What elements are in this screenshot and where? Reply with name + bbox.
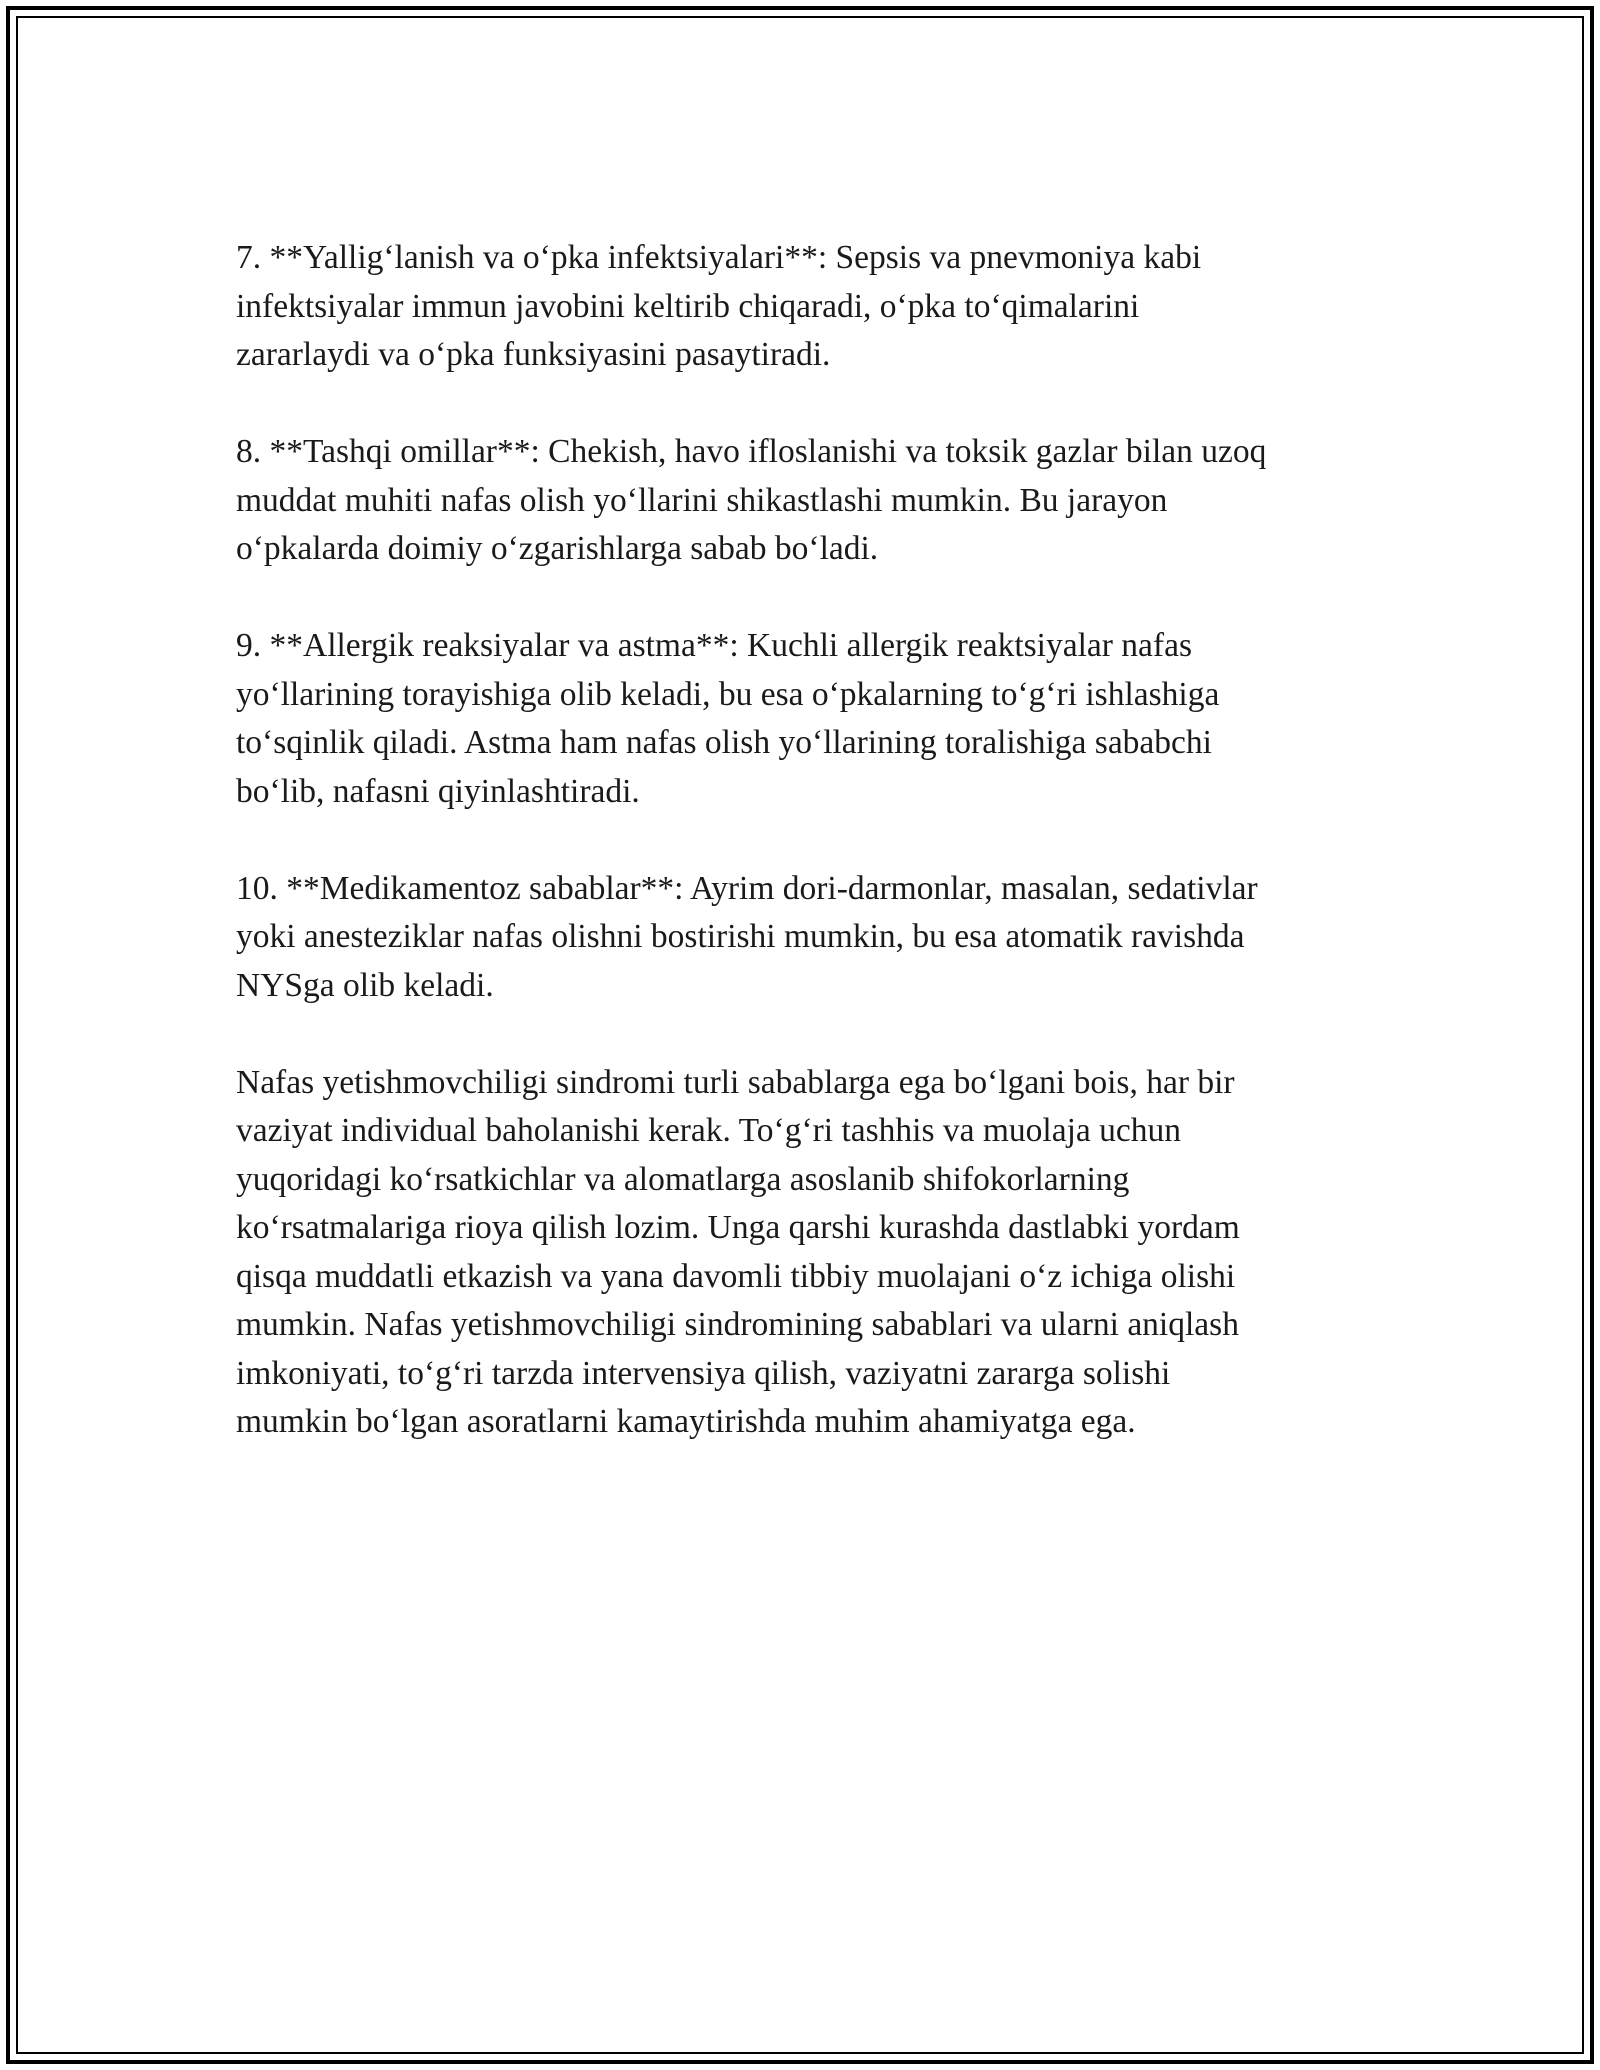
text-line: Nafas yetishmovchiligi sindromi turli sabablarga ega bo‘lgani bois, har bir bbox=[236, 1063, 1235, 1101]
paragraph-item-10 bbox=[236, 865, 1376, 1011]
text-line: mumkin. Nafas yetishmovchiligi sindromining sabablari va ularni aniqlash bbox=[236, 1306, 1239, 1343]
text-line: yoki anesteziklar nafas olishni bostirishi mumkin, bu esa atomatik ravishda bbox=[236, 918, 1245, 955]
text-line: bo‘lib, nafasni qiyinlashtiradi. bbox=[236, 772, 640, 810]
text-line: o‘pkalarda doimiy o‘zgarishlarga sabab bo‘ladi. bbox=[236, 530, 879, 567]
text-line: zararlaydi va o‘pka funksiyasini pasaytiradi. bbox=[236, 336, 831, 373]
paragraph-item-7 bbox=[236, 234, 1376, 380]
paragraph-conclusion bbox=[236, 1059, 1376, 1447]
text-line: mumkin bo‘lgan asoratlarni kamaytirishda muhim ahamiyatga ega. bbox=[236, 1403, 1136, 1440]
text-line: to‘sqinlik qiladi. Astma ham nafas olish yo‘llarining toralishiga sababchi bbox=[236, 724, 1212, 761]
text-line: vaziyat individual baholanishi kerak. To‘g‘ri tashhis va muolaja uchun bbox=[236, 1112, 1182, 1149]
text-line: ko‘rsatmalariga rioya qilish lozim. Unga qarshi kurashda dastlabki yordam bbox=[236, 1209, 1240, 1246]
text-line: 10. **Medikamentoz sabablar**: Ayrim dori-darmonlar, masalan, sedativlar bbox=[236, 869, 1258, 907]
text-line: yo‘llarining torayishiga olib keladi, bu esa o‘pkalarning to‘g‘ri ishlashiga bbox=[236, 675, 1220, 713]
paragraph-item-9 bbox=[236, 622, 1376, 816]
document-body bbox=[236, 234, 1376, 1495]
text-line: 9. **Allergik reaksiyalar va astma**: Kuchli allergik reaktsiyalar nafas bbox=[236, 627, 1192, 664]
text-line: infektsiyalar immun javobini keltirib chiqaradi, o‘pka to‘qimalarini bbox=[236, 287, 1140, 325]
text-line: 7. **Yallig‘lanish va o‘pka infektsiyalari**: Sepsis va pnevmoniya kabi bbox=[236, 239, 1202, 276]
text-line: NYSga olib keladi. bbox=[236, 966, 494, 1004]
paragraph-item-8 bbox=[236, 428, 1376, 574]
text-line: yuqoridagi ko‘rsatkichlar va alomatlarga asoslanib shifokorlarning bbox=[236, 1160, 1130, 1198]
text-line: imkoniyati, to‘g‘ri tarzda intervensiya qilish, vaziyatni zararga solishi bbox=[236, 1354, 1171, 1392]
text-line: 8. **Tashqi omillar**: Chekish, havo ifloslanishi va toksik gazlar bilan uzoq bbox=[236, 433, 1267, 470]
text-line: qisqa muddatli etkazish va yana davomli tibbiy muolajani o‘z ichiga olishi bbox=[236, 1257, 1236, 1295]
text-line: muddat muhiti nafas olish yo‘llarini shikastlashi mumkin. Bu jarayon bbox=[236, 481, 1168, 519]
